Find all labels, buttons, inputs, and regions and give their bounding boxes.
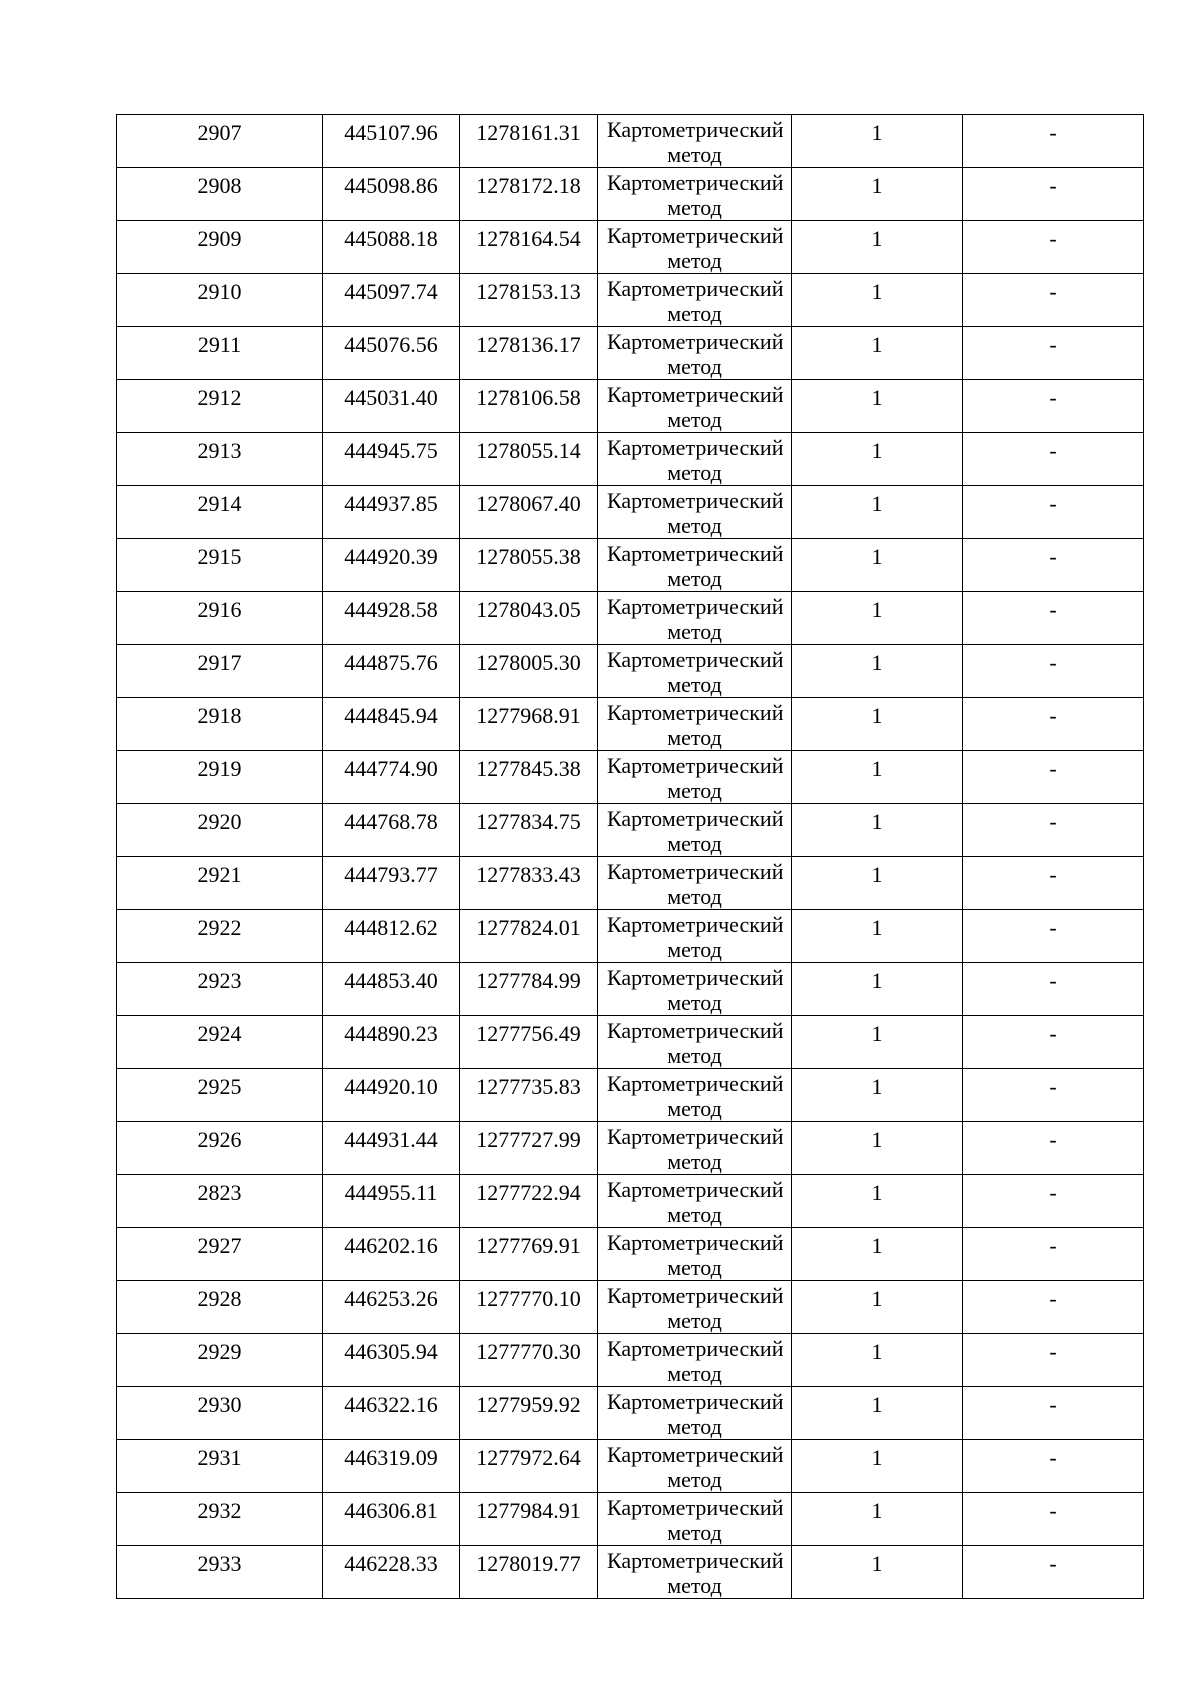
y-coordinate-cell: 1277769.91 [460,1228,598,1281]
x-coordinate-cell: 446202.16 [323,1228,460,1281]
accuracy-cell: 1 [792,1281,963,1334]
method-text: Картометрический метод [607,1230,784,1280]
point-number-cell: 2921 [117,857,323,910]
y-coordinate-cell: 1277727.99 [460,1122,598,1175]
note-cell: - [963,433,1144,486]
x-coordinate-cell: 444928.58 [323,592,460,645]
note-cell: - [963,963,1144,1016]
point-number-cell: 2914 [117,486,323,539]
method-cell [598,1281,792,1334]
point-number-cell: 2930 [117,1387,323,1440]
point-number-cell: 2909 [117,221,323,274]
y-coordinate-cell: 1277984.91 [460,1493,598,1546]
accuracy-cell: 1 [792,1440,963,1493]
point-number-cell: 2924 [117,1016,323,1069]
y-coordinate-cell: 1277968.91 [460,698,598,751]
x-coordinate-cell: 446319.09 [323,1440,460,1493]
y-coordinate-cell: 1278043.05 [460,592,598,645]
accuracy-cell: 1 [792,486,963,539]
x-coordinate-cell: 445088.18 [323,221,460,274]
accuracy-cell: 1 [792,274,963,327]
table-row [117,1334,1144,1387]
method-cell [598,380,792,433]
method-text: Картометрический метод [607,700,784,750]
table-row [117,1122,1144,1175]
method-text: Картометрический метод [607,488,784,538]
note-cell: - [963,1546,1144,1599]
accuracy-cell: 1 [792,1122,963,1175]
note-cell: - [963,1228,1144,1281]
method-text: Картометрический метод [607,1495,784,1545]
accuracy-cell: 1 [792,645,963,698]
x-coordinate-cell: 445097.74 [323,274,460,327]
table-row [117,1228,1144,1281]
method-text: Картометрический метод [607,541,784,591]
accuracy-cell: 1 [792,1016,963,1069]
method-text: Картометрический метод [607,1018,784,1068]
method-text: Картометрический метод [607,647,784,697]
method-text: Картометрический метод [607,117,784,167]
y-coordinate-cell: 1277959.92 [460,1387,598,1440]
point-number-cell: 2928 [117,1281,323,1334]
method-cell [598,1440,792,1493]
y-coordinate-cell: 1278172.18 [460,168,598,221]
y-coordinate-cell: 1277722.94 [460,1175,598,1228]
x-coordinate-cell: 444875.76 [323,645,460,698]
y-coordinate-cell: 1278161.31 [460,115,598,168]
table-row [117,857,1144,910]
accuracy-cell: 1 [792,380,963,433]
method-cell [598,168,792,221]
y-coordinate-cell: 1278136.17 [460,327,598,380]
table-row [117,168,1144,221]
point-number-cell: 2907 [117,115,323,168]
accuracy-cell: 1 [792,221,963,274]
method-text: Картометрический метод [607,223,784,273]
y-coordinate-cell: 1278055.14 [460,433,598,486]
note-cell: - [963,1334,1144,1387]
note-cell: - [963,804,1144,857]
point-number-cell: 2932 [117,1493,323,1546]
method-cell [598,1069,792,1122]
accuracy-cell: 1 [792,433,963,486]
table-row [117,433,1144,486]
method-cell [598,751,792,804]
method-text: Картометрический метод [607,594,784,644]
method-text: Картометрический метод [607,965,784,1015]
note-cell: - [963,1069,1144,1122]
x-coordinate-cell: 446253.26 [323,1281,460,1334]
method-cell [598,221,792,274]
method-cell [598,433,792,486]
method-cell [598,698,792,751]
table-row [117,645,1144,698]
note-cell: - [963,1440,1144,1493]
note-cell: - [963,1016,1144,1069]
accuracy-cell: 1 [792,1228,963,1281]
x-coordinate-cell: 444890.23 [323,1016,460,1069]
method-cell [598,1334,792,1387]
method-cell [598,592,792,645]
y-coordinate-cell: 1277845.38 [460,751,598,804]
table-row [117,1493,1144,1546]
table-row [117,327,1144,380]
method-text: Картометрический метод [607,382,784,432]
point-number-cell: 2908 [117,168,323,221]
method-text: Картометрический метод [607,1442,784,1492]
accuracy-cell: 1 [792,168,963,221]
point-number-cell: 2933 [117,1546,323,1599]
accuracy-cell: 1 [792,751,963,804]
accuracy-cell: 1 [792,698,963,751]
method-cell [598,115,792,168]
table-row [117,963,1144,1016]
method-cell [598,645,792,698]
table-row [117,221,1144,274]
method-cell [598,1387,792,1440]
x-coordinate-cell: 445076.56 [323,327,460,380]
table-row [117,1069,1144,1122]
x-coordinate-cell: 444920.39 [323,539,460,592]
x-coordinate-cell: 444937.85 [323,486,460,539]
method-cell [598,274,792,327]
x-coordinate-cell: 444931.44 [323,1122,460,1175]
method-cell [598,1228,792,1281]
method-cell [598,539,792,592]
note-cell: - [963,1175,1144,1228]
method-text: Картометрический метод [607,170,784,220]
point-number-cell: 2916 [117,592,323,645]
note-cell: - [963,221,1144,274]
table-row [117,1175,1144,1228]
note-cell: - [963,1122,1144,1175]
point-number-cell: 2926 [117,1122,323,1175]
note-cell: - [963,1387,1144,1440]
coordinates-table [116,114,1144,1599]
x-coordinate-cell: 444812.62 [323,910,460,963]
point-number-cell: 2922 [117,910,323,963]
y-coordinate-cell: 1277735.83 [460,1069,598,1122]
y-coordinate-cell: 1277770.30 [460,1334,598,1387]
method-text: Картометрический метод [607,753,784,803]
note-cell: - [963,380,1144,433]
point-number-cell: 2927 [117,1228,323,1281]
accuracy-cell: 1 [792,592,963,645]
method-cell [598,804,792,857]
table-row [117,539,1144,592]
table-row [117,910,1144,963]
accuracy-cell: 1 [792,857,963,910]
note-cell: - [963,1281,1144,1334]
coordinates-table-body [117,115,1144,1599]
y-coordinate-cell: 1277756.49 [460,1016,598,1069]
x-coordinate-cell: 446306.81 [323,1493,460,1546]
x-coordinate-cell: 444853.40 [323,963,460,1016]
point-number-cell: 2910 [117,274,323,327]
point-number-cell: 2931 [117,1440,323,1493]
accuracy-cell: 1 [792,327,963,380]
note-cell: - [963,274,1144,327]
method-cell [598,963,792,1016]
note-cell: - [963,592,1144,645]
method-text: Картометрический метод [607,1548,784,1598]
method-text: Картометрический метод [607,806,784,856]
y-coordinate-cell: 1278153.13 [460,274,598,327]
point-number-cell: 2920 [117,804,323,857]
method-text: Картометрический метод [607,435,784,485]
method-text: Картометрический метод [607,1389,784,1439]
accuracy-cell: 1 [792,539,963,592]
table-row [117,1387,1144,1440]
accuracy-cell: 1 [792,1175,963,1228]
x-coordinate-cell: 444774.90 [323,751,460,804]
point-number-cell: 2918 [117,698,323,751]
table-row [117,1281,1144,1334]
method-cell [598,1546,792,1599]
note-cell: - [963,698,1144,751]
table-row [117,1546,1144,1599]
x-coordinate-cell: 445107.96 [323,115,460,168]
note-cell: - [963,115,1144,168]
method-cell [598,910,792,963]
note-cell: - [963,751,1144,804]
note-cell: - [963,327,1144,380]
method-text: Картометрический метод [607,1283,784,1333]
x-coordinate-cell: 444845.94 [323,698,460,751]
point-number-cell: 2923 [117,963,323,1016]
point-number-cell: 2915 [117,539,323,592]
method-cell [598,486,792,539]
table-row [117,274,1144,327]
accuracy-cell: 1 [792,1546,963,1599]
y-coordinate-cell: 1278164.54 [460,221,598,274]
y-coordinate-cell: 1277770.10 [460,1281,598,1334]
table-row [117,380,1144,433]
accuracy-cell: 1 [792,1387,963,1440]
table-row [117,1016,1144,1069]
x-coordinate-cell: 444768.78 [323,804,460,857]
x-coordinate-cell: 445031.40 [323,380,460,433]
method-text: Картометрический метод [607,1124,784,1174]
x-coordinate-cell: 445098.86 [323,168,460,221]
point-number-cell: 2911 [117,327,323,380]
point-number-cell: 2913 [117,433,323,486]
method-cell [598,1016,792,1069]
y-coordinate-cell: 1277834.75 [460,804,598,857]
accuracy-cell: 1 [792,1334,963,1387]
point-number-cell: 2929 [117,1334,323,1387]
table-row [117,486,1144,539]
y-coordinate-cell: 1277833.43 [460,857,598,910]
table-row [117,804,1144,857]
method-text: Картометрический метод [607,859,784,909]
y-coordinate-cell: 1278067.40 [460,486,598,539]
y-coordinate-cell: 1277824.01 [460,910,598,963]
note-cell: - [963,857,1144,910]
method-cell [598,1493,792,1546]
method-text: Картометрический метод [607,1336,784,1386]
table-row [117,751,1144,804]
note-cell: - [963,168,1144,221]
method-text: Картометрический метод [607,912,784,962]
table-row [117,115,1144,168]
note-cell: - [963,539,1144,592]
x-coordinate-cell: 446322.16 [323,1387,460,1440]
table-row [117,592,1144,645]
point-number-cell: 2919 [117,751,323,804]
note-cell: - [963,486,1144,539]
point-number-cell: 2823 [117,1175,323,1228]
method-text: Картометрический метод [607,329,784,379]
method-text: Картометрический метод [607,276,784,326]
point-number-cell: 2925 [117,1069,323,1122]
note-cell: - [963,1493,1144,1546]
accuracy-cell: 1 [792,804,963,857]
accuracy-cell: 1 [792,963,963,1016]
y-coordinate-cell: 1277972.64 [460,1440,598,1493]
method-cell [598,1175,792,1228]
x-coordinate-cell: 444955.11 [323,1175,460,1228]
y-coordinate-cell: 1278019.77 [460,1546,598,1599]
point-number-cell: 2917 [117,645,323,698]
accuracy-cell: 1 [792,1069,963,1122]
x-coordinate-cell: 446305.94 [323,1334,460,1387]
accuracy-cell: 1 [792,115,963,168]
y-coordinate-cell: 1278005.30 [460,645,598,698]
accuracy-cell: 1 [792,910,963,963]
x-coordinate-cell: 444945.75 [323,433,460,486]
method-cell [598,857,792,910]
x-coordinate-cell: 446228.33 [323,1546,460,1599]
method-cell [598,1122,792,1175]
y-coordinate-cell: 1278106.58 [460,380,598,433]
note-cell: - [963,645,1144,698]
y-coordinate-cell: 1277784.99 [460,963,598,1016]
x-coordinate-cell: 444793.77 [323,857,460,910]
x-coordinate-cell: 444920.10 [323,1069,460,1122]
method-cell [598,327,792,380]
table-row [117,698,1144,751]
table-row [117,1440,1144,1493]
point-number-cell: 2912 [117,380,323,433]
method-text: Картометрический метод [607,1071,784,1121]
accuracy-cell: 1 [792,1493,963,1546]
y-coordinate-cell: 1278055.38 [460,539,598,592]
method-text: Картометрический метод [607,1177,784,1227]
note-cell: - [963,910,1144,963]
